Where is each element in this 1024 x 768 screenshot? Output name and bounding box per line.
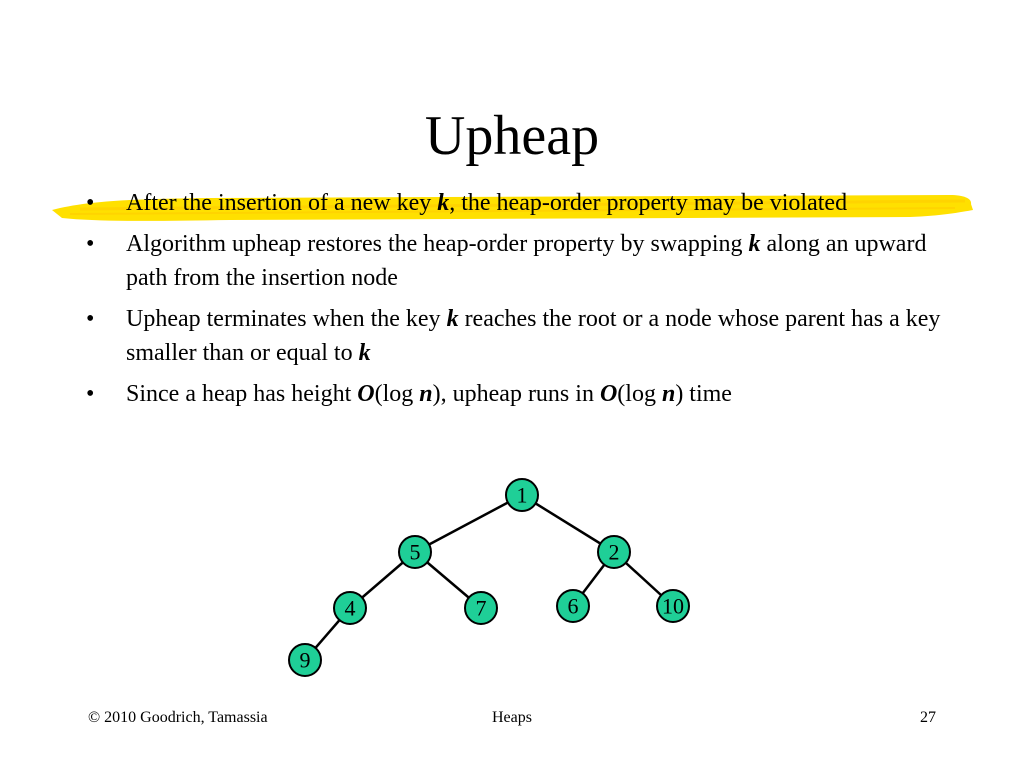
- bullet-text: ) time: [675, 381, 732, 407]
- math-n: n: [419, 381, 433, 407]
- bullet-text: , the heap-order property may be violated: [449, 190, 848, 216]
- slide-title: Upheap: [424, 105, 600, 167]
- bullet-text: ), upheap runs in: [432, 381, 600, 407]
- footer-page-number: 27: [920, 709, 936, 726]
- math-n: n: [661, 381, 676, 407]
- bullet-dot: •: [86, 190, 95, 216]
- node-key: 7: [475, 595, 487, 621]
- node-key: 9: [299, 647, 311, 673]
- bullet-dot: •: [86, 306, 95, 332]
- node-key: 6: [567, 593, 579, 619]
- bullet-text: along an upward path from the insertion node: [126, 231, 927, 291]
- node-key: 10: [662, 593, 684, 619]
- footer-copyright: © 2010 Goodrich, Tamassia: [88, 709, 268, 726]
- heap-node: [465, 592, 497, 624]
- heap-node-inserted: [289, 644, 321, 676]
- footer-topic: Heaps: [492, 709, 532, 726]
- bullet-text: (log: [374, 381, 420, 407]
- bullet-text: Algorithm upheap restores the heap-order property by swapping: [126, 231, 749, 257]
- heap-node: [657, 590, 689, 622]
- math-k: k: [437, 190, 450, 216]
- bullet-item: [86, 227, 966, 295]
- math-O: O: [599, 381, 618, 407]
- heap-node: [557, 590, 589, 622]
- bullet-item: [86, 377, 966, 411]
- node-key: 1: [516, 482, 528, 508]
- bullet-text: Upheap terminates when the key: [126, 306, 447, 332]
- heap-node: [598, 536, 630, 568]
- bullet-text: reaches the root or a node whose parent has a key smaller than or equal to: [126, 306, 941, 366]
- edge-1-5: [415, 495, 522, 552]
- node-key: 5: [409, 539, 421, 565]
- bullet-dot: •: [86, 231, 95, 257]
- heap-node: [399, 536, 431, 568]
- bullet-text: (log: [617, 381, 662, 407]
- math-O: O: [357, 381, 375, 407]
- bullet-dot: •: [86, 381, 95, 407]
- math-k: k: [748, 231, 761, 257]
- bullet-text: Since a heap has height: [126, 381, 358, 407]
- math-k: k: [358, 340, 371, 366]
- heap-tree-diagram: [280, 470, 700, 685]
- node-key: 4: [344, 595, 356, 621]
- heap-node-root: [506, 479, 538, 511]
- bullet-item: [86, 186, 966, 220]
- node-key: 2: [608, 539, 620, 565]
- bullet-item: [86, 302, 966, 370]
- bullet-list: [86, 186, 966, 418]
- heap-node: [334, 592, 366, 624]
- bullet-text: After the insertion of a new key: [126, 190, 438, 216]
- math-k: k: [446, 306, 459, 332]
